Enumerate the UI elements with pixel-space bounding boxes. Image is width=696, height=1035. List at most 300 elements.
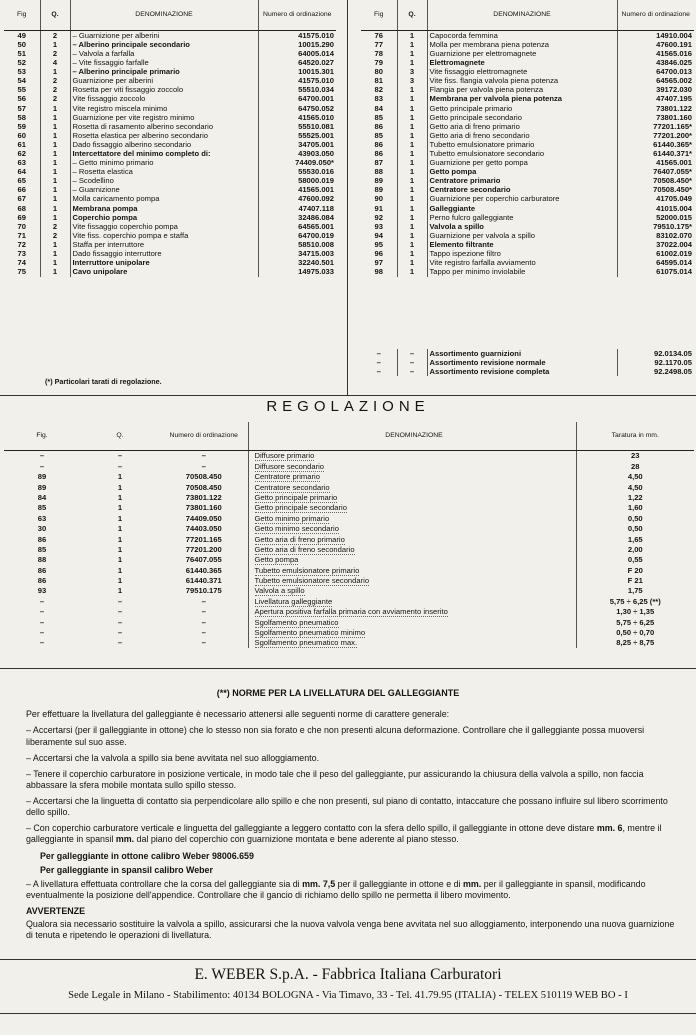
reg-qty: 1 <box>117 513 123 523</box>
parts-row <box>361 177 694 186</box>
reg-qty: 1 <box>117 565 123 575</box>
assortimento-number: 92.2498.05 <box>653 367 692 376</box>
part-qty: 3 <box>397 67 427 76</box>
reg-taratura: 2,00 <box>627 544 643 554</box>
part-number: 61075.014 <box>656 267 692 277</box>
reg-qty: 1 <box>117 492 123 502</box>
part-name: Vite registro farfalla avviamento <box>427 258 617 267</box>
part-number: 76407.055* <box>653 167 692 177</box>
regolazione-row <box>4 607 694 617</box>
regolazione-row <box>4 472 694 482</box>
part-qty: 1 <box>40 122 70 131</box>
parts-row <box>4 267 336 276</box>
part-name: Tappo per minimo inviolabile <box>427 267 617 276</box>
part-qty: 1 <box>397 231 427 240</box>
assortimento-fig: – <box>376 367 381 376</box>
part-fig: 94 <box>374 231 383 240</box>
reg-qty: 1 <box>117 524 123 534</box>
parts-row <box>361 222 694 231</box>
part-name: Dado fissaggio interruttore <box>70 249 258 258</box>
part-number: 64750.052 <box>298 103 334 113</box>
assortimento-number: 92.1170.05 <box>654 358 692 367</box>
reg-name-text: Getto principale primario <box>254 492 338 502</box>
part-name: Tappo ispezione filtro <box>427 249 617 258</box>
reg-name <box>248 638 576 648</box>
part-number: 61002.019 <box>656 249 692 258</box>
part-name: Intercettatore del minimo completo di: <box>70 149 258 158</box>
parts-row <box>4 177 336 186</box>
part-name: Perno fulcro galleggiante <box>427 213 617 222</box>
header-numero: Numero di ordinazione <box>617 0 694 31</box>
part-name: – Scodellino <box>70 177 258 186</box>
reg-qty: 1 <box>117 534 123 544</box>
part-fig: 82 <box>374 85 383 95</box>
part-name: Cavo unipolare <box>70 267 258 276</box>
part-qty: 1 <box>397 58 427 67</box>
part-fig: 49 <box>17 30 26 40</box>
part-number: 58510.008 <box>298 240 334 249</box>
part-name: Getto principale primario <box>427 104 617 113</box>
regolazione-row <box>4 524 694 534</box>
norme-title: (**) NORME PER LA LIVELLATURA DEL GALLEGGIANTE <box>216 688 460 698</box>
section-divider <box>0 959 696 960</box>
part-name: Valvola a spillo <box>427 222 617 231</box>
text-run: mm. 7,5 <box>302 878 336 889</box>
reg-fig: 85 <box>37 544 47 554</box>
header-denominazione: DENOMINAZIONE <box>70 0 258 31</box>
parts-row <box>361 258 694 267</box>
part-name: – Alberino principale secondario <box>70 40 258 49</box>
reg-number: 79510.175 <box>185 586 222 596</box>
reg-name <box>248 576 576 586</box>
reg-fig: 93 <box>37 586 47 596</box>
part-number: 64520.027 <box>298 58 334 68</box>
part-name: Elemento filtrante <box>427 240 617 249</box>
parts-row <box>4 113 336 122</box>
regolazione-body <box>4 451 694 649</box>
part-number: 70508.450* <box>653 185 692 195</box>
reg-qty: – <box>117 596 123 606</box>
reg-name-text: Tubetto emulsionatore primario <box>254 565 360 575</box>
parts-row <box>4 104 336 113</box>
text-run: , mentre il galleggiante in spansil <box>26 823 662 845</box>
part-name: Vite fiss. coperchio pompa e staffa <box>70 231 258 240</box>
header-q: Q. <box>397 0 427 31</box>
text-run: mm. 6 <box>596 823 623 834</box>
parts-row <box>361 213 694 222</box>
part-name: Guarnizione per vite registro minimo <box>70 113 258 122</box>
parts-row <box>4 49 336 58</box>
part-qty: 1 <box>40 249 70 258</box>
part-fig: 72 <box>17 240 26 249</box>
parts-row <box>4 240 336 249</box>
part-fig: 86 <box>374 121 383 131</box>
reg-name-text: Centratore secondario <box>254 482 330 492</box>
reg-name <box>248 524 576 534</box>
part-qty: 1 <box>397 49 427 58</box>
part-qty: 1 <box>40 177 70 186</box>
reg-name <box>248 565 576 575</box>
reg-name <box>248 545 576 555</box>
part-qty: 1 <box>397 40 427 49</box>
parts-row <box>4 76 336 85</box>
parts-row <box>4 58 336 67</box>
reg-taratura: 28 <box>631 461 640 471</box>
part-fig: 62 <box>17 149 26 158</box>
part-fig: 95 <box>374 240 383 249</box>
part-fig: 70 <box>17 221 26 231</box>
part-qty: 1 <box>397 240 427 249</box>
part-fig: 98 <box>374 267 383 277</box>
reg-name <box>248 555 576 565</box>
part-qty: 1 <box>397 113 427 122</box>
part-name: Centratore primario <box>427 177 617 186</box>
part-name: – Vite fissaggio farfalle <box>70 58 258 67</box>
reg-taratura: 5,75 ÷ 6,25 <box>616 617 655 627</box>
parts-row <box>4 186 336 195</box>
part-number: 64565.001 <box>298 221 334 231</box>
reg-name-text: Valvola a spillo <box>254 586 305 596</box>
part-name: Galleggiante <box>427 204 617 213</box>
part-qty: 2 <box>40 231 70 240</box>
part-fig: 80 <box>374 67 383 77</box>
parts-row <box>4 222 336 231</box>
reg-qty: – <box>117 607 123 617</box>
reg-name <box>248 503 576 513</box>
part-qty: 1 <box>397 177 427 186</box>
regolazione-row <box>4 555 694 565</box>
part-fig: 52 <box>17 58 26 68</box>
reg-number: 73801.122 <box>185 492 222 502</box>
regolazione-row <box>4 565 694 575</box>
reg-name <box>248 513 576 523</box>
part-fig: 89 <box>374 185 383 195</box>
parts-row <box>361 231 694 240</box>
part-number: 79510.175* <box>653 221 692 231</box>
part-number: 74409.050* <box>295 158 334 168</box>
reg-fig: 30 <box>37 524 47 534</box>
part-fig: 96 <box>374 249 383 258</box>
parts-row <box>4 249 336 258</box>
part-name: Tubetto emulsionatore primario <box>427 140 617 149</box>
regolazione-row <box>4 576 694 586</box>
reg-taratura: 1,75 <box>627 586 643 596</box>
part-qty: 1 <box>40 104 70 113</box>
reg-header-fig: Fig. <box>4 422 80 451</box>
part-qty: 1 <box>40 149 70 158</box>
part-number: 64700.013 <box>656 67 692 77</box>
text-run: per il galleggiante in ottone e di <box>335 878 463 889</box>
text-run: per il galleggiante in spansil, modificando eventualmente la posizione dell'appendice. Controllare che il gancio di richiamo dello spillo ne permetta il libero movimento. <box>26 878 646 900</box>
reg-taratura: 4,50 <box>627 482 643 492</box>
part-qty: 3 <box>397 76 427 85</box>
part-number: 55510.081 <box>298 121 334 131</box>
parts-row <box>4 167 336 176</box>
reg-name <box>248 586 576 596</box>
part-number: 64005.014 <box>298 49 334 58</box>
reg-qty: – <box>117 617 123 627</box>
regolazione-row <box>4 586 694 596</box>
reg-taratura: F 20 <box>627 565 643 575</box>
part-qty: 1 <box>40 213 70 222</box>
parts-row <box>4 258 336 267</box>
part-name: Membrana pompa <box>70 204 258 213</box>
reg-name-text: Getto aria di freno primario <box>254 534 345 544</box>
parts-row <box>4 231 336 240</box>
reg-qty: 1 <box>117 586 123 596</box>
reg-name-text: Getto pompa <box>254 555 299 565</box>
part-name: Vite fissaggio zoccolo <box>70 95 258 104</box>
text-run: mm. <box>115 834 135 845</box>
reg-number: 77201.200 <box>185 544 222 554</box>
parts-table-right-body <box>361 31 694 277</box>
parts-row <box>361 58 694 67</box>
reg-fig: – <box>39 451 45 461</box>
parts-row <box>361 240 694 249</box>
part-fig: 86 <box>374 140 383 149</box>
part-number: 41705.049 <box>656 194 692 204</box>
part-number: 43846.025 <box>656 58 692 68</box>
reg-name <box>248 493 576 503</box>
part-qty: 1 <box>397 258 427 267</box>
part-qty: 4 <box>40 58 70 67</box>
reg-taratura: 1,30 ÷ 1,35 <box>616 607 655 617</box>
parts-row <box>4 195 336 204</box>
part-name: – Guarnizione per alberini <box>70 31 258 41</box>
reg-number: 61440.365 <box>185 565 222 575</box>
part-number: 43903.050 <box>298 149 334 158</box>
parts-row <box>361 186 694 195</box>
reg-fig: 88 <box>37 555 47 565</box>
part-number: 61440.365* <box>653 140 692 149</box>
part-fig: 73 <box>17 249 26 258</box>
regolazione-header <box>4 422 694 451</box>
assortimento-qty: – <box>397 367 427 376</box>
parts-row <box>361 149 694 158</box>
part-number: 41575.010 <box>298 76 334 86</box>
reg-number: 73801.160 <box>185 503 222 513</box>
company-name: E. WEBER S.p.A. - Fabbrica Italiana Carburatori <box>194 966 502 983</box>
part-qty: 1 <box>40 113 70 122</box>
norme-section <box>26 688 676 946</box>
parts-row <box>361 86 694 95</box>
part-number: 55530.016 <box>298 167 334 177</box>
reg-taratura: F 21 <box>627 576 643 586</box>
reg-header-denominazione: DENOMINAZIONE <box>248 422 576 451</box>
part-qty: 1 <box>40 140 70 149</box>
reg-name-text: Getto minimo secondario <box>254 524 339 534</box>
norme-paragraph <box>26 879 676 901</box>
parts-row <box>4 31 336 41</box>
parts-row <box>361 249 694 258</box>
reg-number: – <box>201 638 206 648</box>
part-qty: 1 <box>397 149 427 158</box>
reg-name-text: Apertura positiva farfalla primaria con avviamento inserito <box>254 607 448 617</box>
part-qty: 1 <box>397 86 427 95</box>
regolazione-title: REGOLAZIONE <box>266 398 430 415</box>
column-divider <box>347 0 348 395</box>
reg-name-text: Getto principale secondario <box>254 503 347 513</box>
part-number: 83102.070 <box>656 231 692 240</box>
part-name: – Getto minimo primario <box>70 158 258 167</box>
part-qty: 1 <box>40 267 70 276</box>
reg-taratura: 0,50 ÷ 0,70 <box>616 628 655 638</box>
reg-taratura: 8,25 ÷ 8,75 <box>616 638 655 648</box>
part-name: Elettromagnete <box>427 58 617 67</box>
reg-name <box>248 482 576 492</box>
parts-row <box>4 158 336 167</box>
part-fig: 53 <box>17 67 26 77</box>
part-name: Vite registro miscela minimo <box>70 104 258 113</box>
assortimento-name: Assortimento guarnizioni <box>427 349 617 358</box>
regolazione-row <box>4 482 694 492</box>
reg-fig: 84 <box>37 492 47 502</box>
parts-table-header <box>4 0 336 31</box>
part-qty: 1 <box>40 158 70 167</box>
reg-number: 70508.450 <box>185 482 222 492</box>
reg-fig: 63 <box>37 513 47 523</box>
assortimento-number: 92.0134.05 <box>653 349 692 358</box>
part-qty: 1 <box>40 195 70 204</box>
part-qty: 1 <box>40 167 70 176</box>
part-fig: 79 <box>374 58 383 68</box>
parts-row <box>361 204 694 213</box>
part-number: 47407.195 <box>656 94 692 104</box>
reg-name-text: Tubetto emulsionatore secondario <box>254 576 370 586</box>
part-number: 34715.003 <box>298 249 334 258</box>
part-fig: 93 <box>374 221 383 231</box>
part-qty: 2 <box>40 86 70 95</box>
assortimento-row <box>361 349 694 358</box>
part-number: 39172.030 <box>656 85 692 95</box>
calibro-ottone: Per galleggiante in ottone calibro Weber 98006.659 <box>40 850 254 861</box>
reg-number: – <box>201 628 206 638</box>
part-name: Guarnizione per alberini <box>70 76 258 85</box>
part-qty: 1 <box>397 204 427 213</box>
part-qty: 1 <box>397 186 427 195</box>
reg-name-text: Centratore primario <box>254 472 320 482</box>
part-fig: 91 <box>374 203 383 213</box>
reg-name-text: Diffusore secondario <box>254 461 325 471</box>
part-name: Guarnizione per getto pompa <box>427 158 617 167</box>
part-number: 73801.160 <box>656 112 692 122</box>
assortimento-fig: – <box>376 358 381 367</box>
part-qty: 1 <box>397 167 427 176</box>
regolazione-row <box>4 493 694 503</box>
assortimento-name: Assortimento revisione normale <box>427 358 617 367</box>
part-number: 41565.016 <box>656 49 692 58</box>
part-qty: 1 <box>40 67 70 76</box>
part-fig: 85 <box>374 112 383 122</box>
reg-fig: 86 <box>37 534 47 544</box>
parts-table-left-body <box>4 31 336 277</box>
part-fig: 92 <box>374 212 383 222</box>
assortimento-qty: – <box>397 349 427 358</box>
part-fig: 85 <box>374 131 383 140</box>
reg-number: 74403.050 <box>185 524 222 534</box>
part-number: 41015.004 <box>656 203 692 213</box>
reg-fig: 86 <box>37 576 47 586</box>
part-fig: 74 <box>17 258 26 268</box>
part-name: Flangia per valvola piena potenza <box>427 86 617 95</box>
reg-name <box>248 607 576 617</box>
norme-intro: Per effettuare la livellatura del galleggiante è necessario attenersi alle seguenti norme di carattere generale: <box>26 709 450 720</box>
part-qty: 2 <box>40 222 70 231</box>
assortimento-qty: – <box>397 358 427 367</box>
reg-name-text: Getto aria di freno secondario <box>254 544 355 554</box>
part-qty: 2 <box>40 76 70 85</box>
part-fig: 86 <box>374 149 383 158</box>
part-number: 64565.002 <box>656 76 692 86</box>
part-name: Getto aria di freno secondario <box>427 131 617 140</box>
part-qty: 1 <box>40 204 70 213</box>
part-name: Guarnizione per elettromagnete <box>427 49 617 58</box>
reg-name-text: Getto minimo primario <box>254 513 330 523</box>
parts-row <box>361 113 694 122</box>
part-fig: 69 <box>17 212 26 222</box>
part-fig: 64 <box>17 167 26 177</box>
reg-number: 74409.050 <box>185 513 222 523</box>
regolazione-row <box>4 461 694 471</box>
part-qty: 1 <box>40 186 70 195</box>
part-name: Vite fissaggio elettromagnete <box>427 67 617 76</box>
reg-number: 77201.165 <box>185 534 222 544</box>
parts-table-left <box>4 0 336 277</box>
part-fig: 78 <box>374 49 383 58</box>
part-qty: 1 <box>397 104 427 113</box>
part-number: 73801.122 <box>656 103 692 113</box>
part-name: Rosetta elastica per alberino secondario <box>70 131 258 140</box>
reg-number: – <box>201 461 206 471</box>
part-qty: 1 <box>397 122 427 131</box>
part-fig: 97 <box>374 258 383 268</box>
part-name: Interruttore unipolare <box>70 258 258 267</box>
reg-fig: – <box>39 628 45 638</box>
part-qty: 1 <box>397 267 427 276</box>
reg-qty: 1 <box>117 482 123 492</box>
avvertenze-text: Qualora sia necessario sostituire la valvola a spillo, assicurarsi che la nuova valvola venga bene avvitata nel suo alloggiamento, interponendo una nuova guarnizione di tenuta e ripetendo le operazioni di livellatura. <box>26 919 675 941</box>
reg-fig: – <box>39 596 45 606</box>
part-name: Vite fiss. flangia valvola piena potenza <box>427 76 617 85</box>
part-fig: 76 <box>374 30 383 40</box>
assortimenti-table <box>361 349 694 376</box>
norme-paragraph: – Accertarsi (per il galleggiante in ottone) che lo stesso non sia forato e che non presenti alcuna deformazione. Controllare che il galleggiante possa muoversi liberamente sul suo asse. <box>26 725 645 747</box>
reg-fig: – <box>39 617 45 627</box>
header-numero: Numero di ordinazione <box>258 0 336 31</box>
part-name: Getto pompa <box>427 167 617 176</box>
part-number: 34705.001 <box>298 140 334 149</box>
parts-row <box>361 167 694 176</box>
part-fig: 75 <box>17 267 26 277</box>
part-name: – Valvola a farfalla <box>70 49 258 58</box>
part-fig: 63 <box>17 158 26 168</box>
reg-qty: 1 <box>117 576 123 586</box>
part-number: 70508.450* <box>653 176 692 186</box>
part-qty: 1 <box>397 249 427 258</box>
reg-header-numero: Numero di ordinazione <box>160 422 248 451</box>
text-run: mm. <box>462 878 482 889</box>
text-run: dal piano del coperchio con guarnizione montata e bene aderente al piano stesso. <box>134 834 459 845</box>
parts-row <box>4 122 336 131</box>
part-fig: 51 <box>17 49 26 58</box>
part-name: Tubetto emulsionatore secondario <box>427 149 617 158</box>
reg-qty: – <box>117 638 123 648</box>
part-fig: 65 <box>17 176 26 186</box>
part-number: 52000.015 <box>656 212 692 222</box>
parts-row <box>4 131 336 140</box>
part-number: 41565.001 <box>298 185 334 195</box>
part-qty: 1 <box>397 140 427 149</box>
